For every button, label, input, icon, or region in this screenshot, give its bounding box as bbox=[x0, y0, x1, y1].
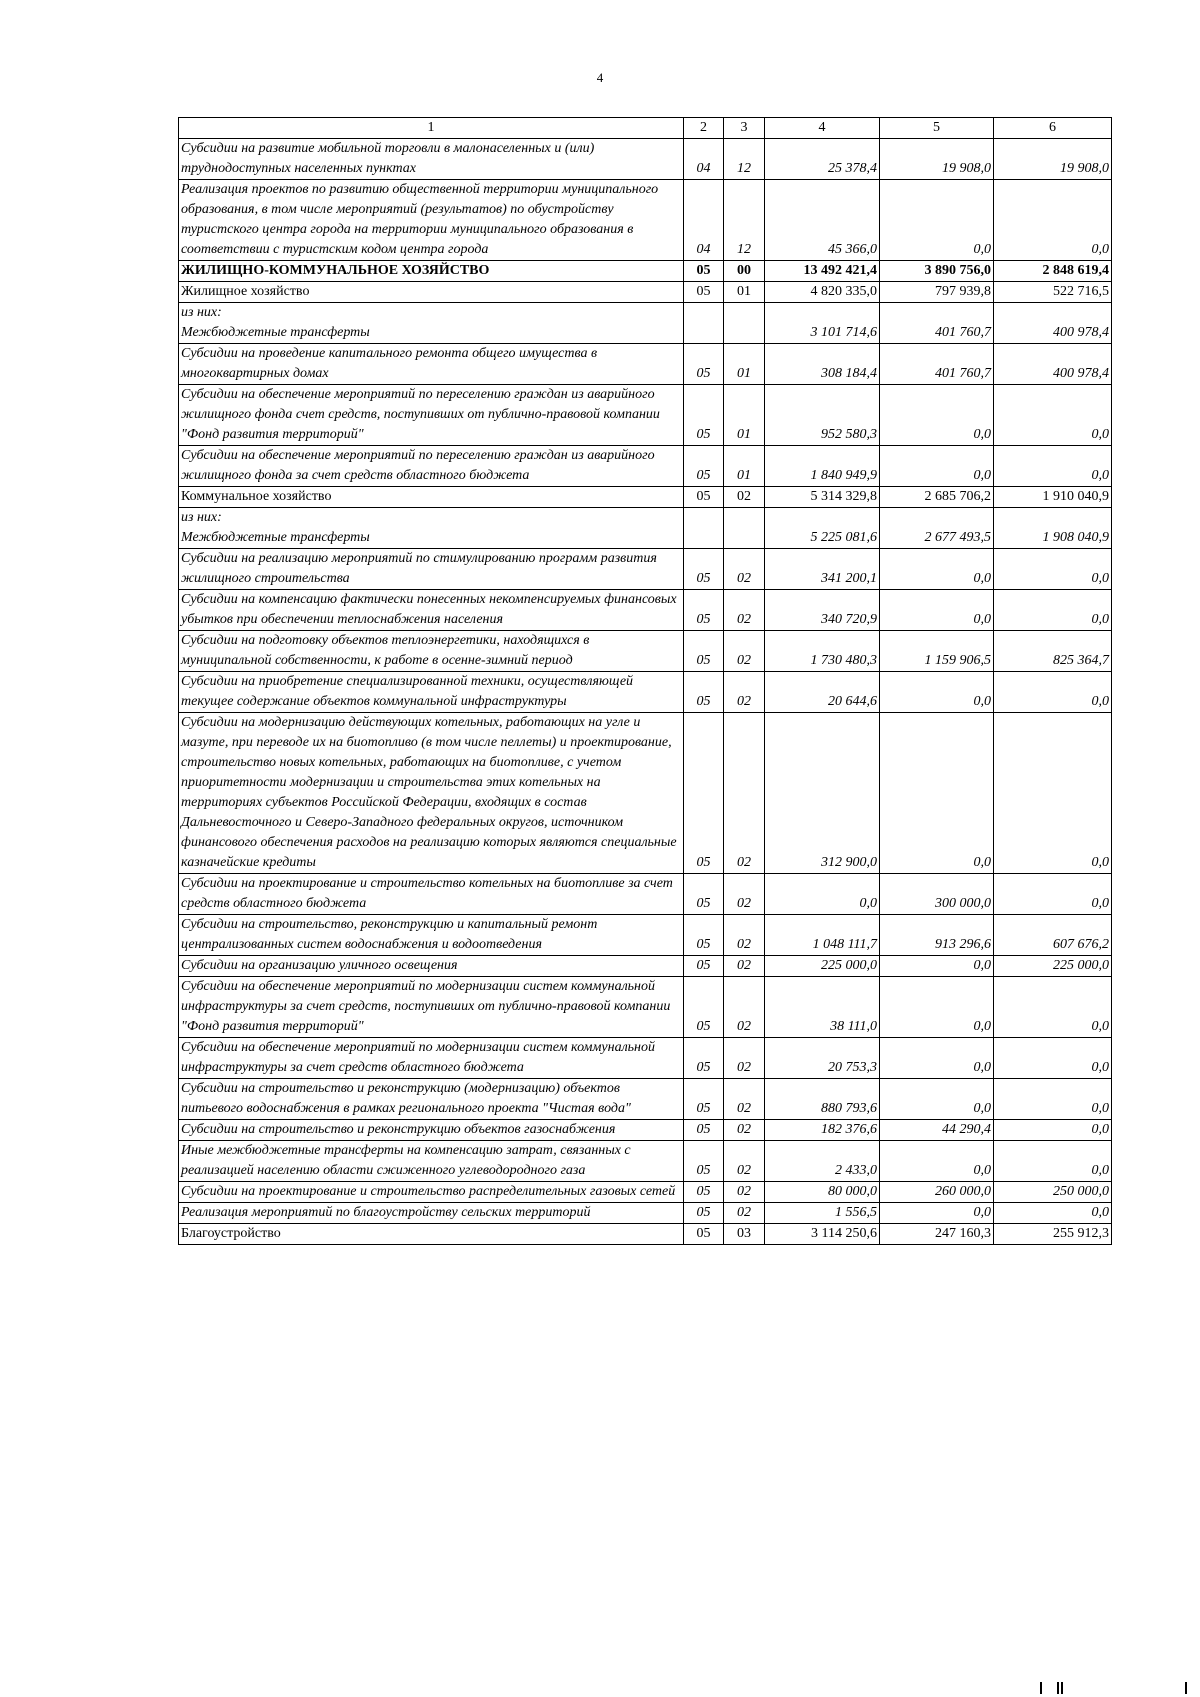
row-section-cell bbox=[684, 303, 724, 344]
row-value-col5: 0,0 bbox=[880, 1203, 994, 1224]
row-value-col4: 38 111,0 bbox=[765, 977, 880, 1038]
row-value-col4: 20 753,3 bbox=[765, 1038, 880, 1079]
scan-marks bbox=[1040, 1682, 1190, 1694]
row-section-cell: 05 bbox=[684, 1182, 724, 1203]
row-value-col6: 0,0 bbox=[994, 180, 1112, 261]
row-name-cell: Субсидии на компенсацию фактически понесенных некомпенсируемых финансовых убытков при обеспечении теплоснабжения населения bbox=[179, 590, 684, 631]
row-value-col4: 340 720,9 bbox=[765, 590, 880, 631]
row-name-cell: Реализация мероприятий по благоустройству сельских территорий bbox=[179, 1203, 684, 1224]
row-name-cell: ЖИЛИЩНО-КОММУНАЛЬНОЕ ХОЗЯЙСТВО bbox=[179, 261, 684, 282]
row-value-col6: 607 676,2 bbox=[994, 915, 1112, 956]
row-value-col5: 0,0 bbox=[880, 977, 994, 1038]
table-row bbox=[179, 1224, 1112, 1245]
row-value-col6: 1 910 040,9 bbox=[994, 487, 1112, 508]
row-subsection-cell: 02 bbox=[724, 672, 765, 713]
row-value-col5: 401 760,7 bbox=[880, 344, 994, 385]
row-name-cell: Субсидии на проектирование и строительство распределительных газовых сетей bbox=[179, 1182, 684, 1203]
row-section-cell: 05 bbox=[684, 549, 724, 590]
table-row bbox=[179, 180, 1112, 261]
row-value-col4: 2 433,0 bbox=[765, 1141, 880, 1182]
row-value-col4: 1 840 949,9 bbox=[765, 446, 880, 487]
row-value-col6: 0,0 bbox=[994, 713, 1112, 874]
row-value-col4: 3 101 714,6 bbox=[765, 303, 880, 344]
row-value-col6: 825 364,7 bbox=[994, 631, 1112, 672]
row-value-col5: 797 939,8 bbox=[880, 282, 994, 303]
header-col-6: 6 bbox=[994, 118, 1112, 139]
row-value-col4: 308 184,4 bbox=[765, 344, 880, 385]
row-value-col6: 400 978,4 bbox=[994, 303, 1112, 344]
table-row bbox=[179, 915, 1112, 956]
row-subsection-cell: 02 bbox=[724, 713, 765, 874]
row-section-cell: 05 bbox=[684, 1079, 724, 1120]
row-value-col4: 225 000,0 bbox=[765, 956, 880, 977]
row-section-cell: 05 bbox=[684, 385, 724, 446]
row-value-col5: 0,0 bbox=[880, 1038, 994, 1079]
row-section-cell: 05 bbox=[684, 487, 724, 508]
table-row bbox=[179, 874, 1112, 915]
row-subsection-cell: 02 bbox=[724, 1182, 765, 1203]
row-subsection-cell bbox=[724, 508, 765, 549]
row-value-col6: 0,0 bbox=[994, 1038, 1112, 1079]
row-subsection-cell: 02 bbox=[724, 549, 765, 590]
row-value-col6: 0,0 bbox=[994, 385, 1112, 446]
header-col-2: 2 bbox=[684, 118, 724, 139]
row-subsection-cell: 02 bbox=[724, 977, 765, 1038]
table-row bbox=[179, 549, 1112, 590]
row-value-col4: 0,0 bbox=[765, 874, 880, 915]
row-value-col4: 13 492 421,4 bbox=[765, 261, 880, 282]
row-name-cell: Субсидии на развитие мобильной торговли в малонаселенных и (или) труднодоступных населенных пунктах bbox=[179, 139, 684, 180]
row-name-cell: Субсидии на строительство, реконструкцию и капитальный ремонт централизованных систем водоснабжения и водоотведения bbox=[179, 915, 684, 956]
table-row bbox=[179, 1120, 1112, 1141]
table-row bbox=[179, 282, 1112, 303]
row-section-cell: 05 bbox=[684, 590, 724, 631]
row-value-col6: 250 000,0 bbox=[994, 1182, 1112, 1203]
table-row bbox=[179, 261, 1112, 282]
row-section-cell: 04 bbox=[684, 180, 724, 261]
row-value-col5: 44 290,4 bbox=[880, 1120, 994, 1141]
row-subsection-cell: 02 bbox=[724, 1120, 765, 1141]
row-value-col6: 0,0 bbox=[994, 874, 1112, 915]
row-name-cell: Реализация проектов по развитию общественной территории муниципального образования, в том числе мероприятий (результатов) по обустройству туристского центра города на территории муниципального образования в соответствии с туристским кодом центра города bbox=[179, 180, 684, 261]
row-name-cell: Субсидии на строительство и реконструкцию объектов газоснабжения bbox=[179, 1120, 684, 1141]
row-subsection-cell: 01 bbox=[724, 446, 765, 487]
row-subsection-cell: 02 bbox=[724, 915, 765, 956]
row-section-cell: 05 bbox=[684, 915, 724, 956]
row-value-col4: 45 366,0 bbox=[765, 180, 880, 261]
row-value-col5: 2 677 493,5 bbox=[880, 508, 994, 549]
row-subsection-cell: 02 bbox=[724, 956, 765, 977]
row-value-col6: 0,0 bbox=[994, 977, 1112, 1038]
row-subsection-cell: 02 bbox=[724, 1038, 765, 1079]
row-value-col5: 1 159 906,5 bbox=[880, 631, 994, 672]
row-value-col5: 0,0 bbox=[880, 180, 994, 261]
row-name-cell: Иные межбюджетные трансферты на компенсацию затрат, связанных с реализацией населению области сжиженного углеводородного газа bbox=[179, 1141, 684, 1182]
row-subsection-cell: 02 bbox=[724, 1203, 765, 1224]
header-col-4: 4 bbox=[765, 118, 880, 139]
row-value-col4: 80 000,0 bbox=[765, 1182, 880, 1203]
row-name-cell: Субсидии на обеспечение мероприятий по модернизации систем коммунальной инфраструктуры за счет средств, поступивших от публично-правовой компании "Фонд развития территорий" bbox=[179, 977, 684, 1038]
table-row bbox=[179, 713, 1112, 874]
row-section-cell: 05 bbox=[684, 956, 724, 977]
row-subsection-cell: 02 bbox=[724, 631, 765, 672]
header-col-1: 1 bbox=[179, 118, 684, 139]
table-row bbox=[179, 508, 1112, 549]
row-value-col4: 20 644,6 bbox=[765, 672, 880, 713]
row-subsection-cell: 02 bbox=[724, 874, 765, 915]
row-name-cell: Субсидии на подготовку объектов теплоэнергетики, находящихся в муниципальной собственности, к работе в осенне-зимний период bbox=[179, 631, 684, 672]
row-value-col5: 401 760,7 bbox=[880, 303, 994, 344]
table-row bbox=[179, 385, 1112, 446]
row-section-cell: 05 bbox=[684, 713, 724, 874]
row-value-col4: 1 556,5 bbox=[765, 1203, 880, 1224]
table-row bbox=[179, 303, 1112, 344]
row-value-col6: 2 848 619,4 bbox=[994, 261, 1112, 282]
table-row bbox=[179, 672, 1112, 713]
row-value-col5: 0,0 bbox=[880, 446, 994, 487]
row-name-cell: Жилищное хозяйство bbox=[179, 282, 684, 303]
row-value-col5: 3 890 756,0 bbox=[880, 261, 994, 282]
row-subsection-cell: 02 bbox=[724, 1079, 765, 1120]
table-row bbox=[179, 344, 1112, 385]
table-row bbox=[179, 1141, 1112, 1182]
row-name-cell: Субсидии на организацию уличного освещения bbox=[179, 956, 684, 977]
row-value-col4: 4 820 335,0 bbox=[765, 282, 880, 303]
row-name-cell: Субсидии на проведение капитального ремонта общего имущества в многоквартирных домах bbox=[179, 344, 684, 385]
row-value-col5: 247 160,3 bbox=[880, 1224, 994, 1245]
row-name-cell: Субсидии на реализацию мероприятий по стимулированию программ развития жилищного строительства bbox=[179, 549, 684, 590]
row-value-col4: 312 900,0 bbox=[765, 713, 880, 874]
row-value-col5: 19 908,0 bbox=[880, 139, 994, 180]
row-value-col5: 0,0 bbox=[880, 1079, 994, 1120]
table-row bbox=[179, 590, 1112, 631]
row-section-cell: 05 bbox=[684, 631, 724, 672]
row-value-col6: 1 908 040,9 bbox=[994, 508, 1112, 549]
row-subsection-cell: 01 bbox=[724, 385, 765, 446]
header-col-3: 3 bbox=[724, 118, 765, 139]
row-section-cell: 05 bbox=[684, 672, 724, 713]
row-value-col5: 0,0 bbox=[880, 1141, 994, 1182]
row-name-cell: из них: Межбюджетные трансферты bbox=[179, 508, 684, 549]
row-value-col6: 0,0 bbox=[994, 1141, 1112, 1182]
table-row bbox=[179, 977, 1112, 1038]
table-row bbox=[179, 487, 1112, 508]
row-section-cell: 04 bbox=[684, 139, 724, 180]
row-subsection-cell: 03 bbox=[724, 1224, 765, 1245]
row-value-col5: 0,0 bbox=[880, 385, 994, 446]
row-value-col6: 255 912,3 bbox=[994, 1224, 1112, 1245]
row-value-col4: 1 730 480,3 bbox=[765, 631, 880, 672]
row-value-col4: 25 378,4 bbox=[765, 139, 880, 180]
row-subsection-cell: 01 bbox=[724, 282, 765, 303]
row-value-col5: 0,0 bbox=[880, 956, 994, 977]
row-value-col6: 0,0 bbox=[994, 1203, 1112, 1224]
row-section-cell: 05 bbox=[684, 1224, 724, 1245]
row-value-col6: 0,0 bbox=[994, 1120, 1112, 1141]
row-section-cell bbox=[684, 508, 724, 549]
row-section-cell: 05 bbox=[684, 1203, 724, 1224]
row-name-cell: Благоустройство bbox=[179, 1224, 684, 1245]
row-section-cell: 05 bbox=[684, 1038, 724, 1079]
row-section-cell: 05 bbox=[684, 446, 724, 487]
row-value-col6: 0,0 bbox=[994, 446, 1112, 487]
row-section-cell: 05 bbox=[684, 282, 724, 303]
row-value-col4: 182 376,6 bbox=[765, 1120, 880, 1141]
table-row bbox=[179, 1203, 1112, 1224]
row-value-col5: 0,0 bbox=[880, 549, 994, 590]
page-number: 4 bbox=[596, 70, 604, 85]
row-subsection-cell: 00 bbox=[724, 261, 765, 282]
header-col-5: 5 bbox=[880, 118, 994, 139]
table-row bbox=[179, 1079, 1112, 1120]
row-value-col5: 913 296,6 bbox=[880, 915, 994, 956]
row-value-col4: 952 580,3 bbox=[765, 385, 880, 446]
row-value-col6: 19 908,0 bbox=[994, 139, 1112, 180]
row-name-cell: Субсидии на модернизацию действующих котельных, работающих на угле и мазуте, при переводе их на биотопливо (в том числе пеллеты) и проектирование, строительство новых котельных, работающих на биотопливе, с учетом приоритетности модернизации и строительства этих котельных на территориях субъектов Российской Федерации, входящих в состав Дальневосточного и Северо-Западного федеральных округов, источником финансового обеспечения расходов на реализацию которых являются специальные казначейские кредиты bbox=[179, 713, 684, 874]
row-value-col5: 260 000,0 bbox=[880, 1182, 994, 1203]
row-name-cell: Субсидии на обеспечение мероприятий по переселению граждан из аварийного жилищного фонда за счет средств областного бюджета bbox=[179, 446, 684, 487]
row-value-col4: 1 048 111,7 bbox=[765, 915, 880, 956]
row-subsection-cell: 02 bbox=[724, 487, 765, 508]
row-name-cell: из них: Межбюджетные трансферты bbox=[179, 303, 684, 344]
table-row bbox=[179, 1182, 1112, 1203]
row-subsection-cell: 12 bbox=[724, 180, 765, 261]
row-value-col6: 400 978,4 bbox=[994, 344, 1112, 385]
row-value-col4: 341 200,1 bbox=[765, 549, 880, 590]
row-value-col5: 0,0 bbox=[880, 672, 994, 713]
row-value-col5: 300 000,0 bbox=[880, 874, 994, 915]
table-row bbox=[179, 446, 1112, 487]
row-section-cell: 05 bbox=[684, 1141, 724, 1182]
table-header-row bbox=[179, 118, 1112, 139]
row-name-cell: Субсидии на обеспечение мероприятий по модернизации систем коммунальной инфраструктуры за счет средств областного бюджета bbox=[179, 1038, 684, 1079]
row-name-cell: Субсидии на обеспечение мероприятий по переселению граждан из аварийного жилищного фонда счет средств, поступивших от публично-правовой компании "Фонд развития территорий" bbox=[179, 385, 684, 446]
row-value-col6: 0,0 bbox=[994, 590, 1112, 631]
row-value-col6: 0,0 bbox=[994, 549, 1112, 590]
table-body bbox=[179, 139, 1112, 1245]
table-row bbox=[179, 631, 1112, 672]
row-value-col6: 522 716,5 bbox=[994, 282, 1112, 303]
row-section-cell: 05 bbox=[684, 261, 724, 282]
row-subsection-cell: 01 bbox=[724, 344, 765, 385]
row-section-cell: 05 bbox=[684, 1120, 724, 1141]
table-row bbox=[179, 1038, 1112, 1079]
row-value-col4: 3 114 250,6 bbox=[765, 1224, 880, 1245]
row-subsection-cell: 02 bbox=[724, 590, 765, 631]
row-subsection-cell bbox=[724, 303, 765, 344]
row-name-cell: Субсидии на приобретение специализированной техники, осуществляющей текущее содержание объектов коммунальной инфраструктуры bbox=[179, 672, 684, 713]
row-section-cell: 05 bbox=[684, 874, 724, 915]
row-value-col6: 225 000,0 bbox=[994, 956, 1112, 977]
row-value-col4: 5 225 081,6 bbox=[765, 508, 880, 549]
row-value-col6: 0,0 bbox=[994, 1079, 1112, 1120]
row-value-col5: 0,0 bbox=[880, 590, 994, 631]
row-subsection-cell: 02 bbox=[724, 1141, 765, 1182]
row-section-cell: 05 bbox=[684, 977, 724, 1038]
row-name-cell: Коммунальное хозяйство bbox=[179, 487, 684, 508]
table-row bbox=[179, 956, 1112, 977]
row-value-col6: 0,0 bbox=[994, 672, 1112, 713]
row-value-col5: 0,0 bbox=[880, 713, 994, 874]
row-subsection-cell: 12 bbox=[724, 139, 765, 180]
row-section-cell: 05 bbox=[684, 344, 724, 385]
row-value-col5: 2 685 706,2 bbox=[880, 487, 994, 508]
row-name-cell: Субсидии на проектирование и строительство котельных на биотопливе за счет средств областного бюджета bbox=[179, 874, 684, 915]
row-value-col4: 880 793,6 bbox=[765, 1079, 880, 1120]
budget-table bbox=[178, 117, 1112, 1245]
row-value-col4: 5 314 329,8 bbox=[765, 487, 880, 508]
table-row bbox=[179, 139, 1112, 180]
row-name-cell: Субсидии на строительство и реконструкцию (модернизацию) объектов питьевого водоснабжения в рамках регионального проекта "Чистая вода" bbox=[179, 1079, 684, 1120]
